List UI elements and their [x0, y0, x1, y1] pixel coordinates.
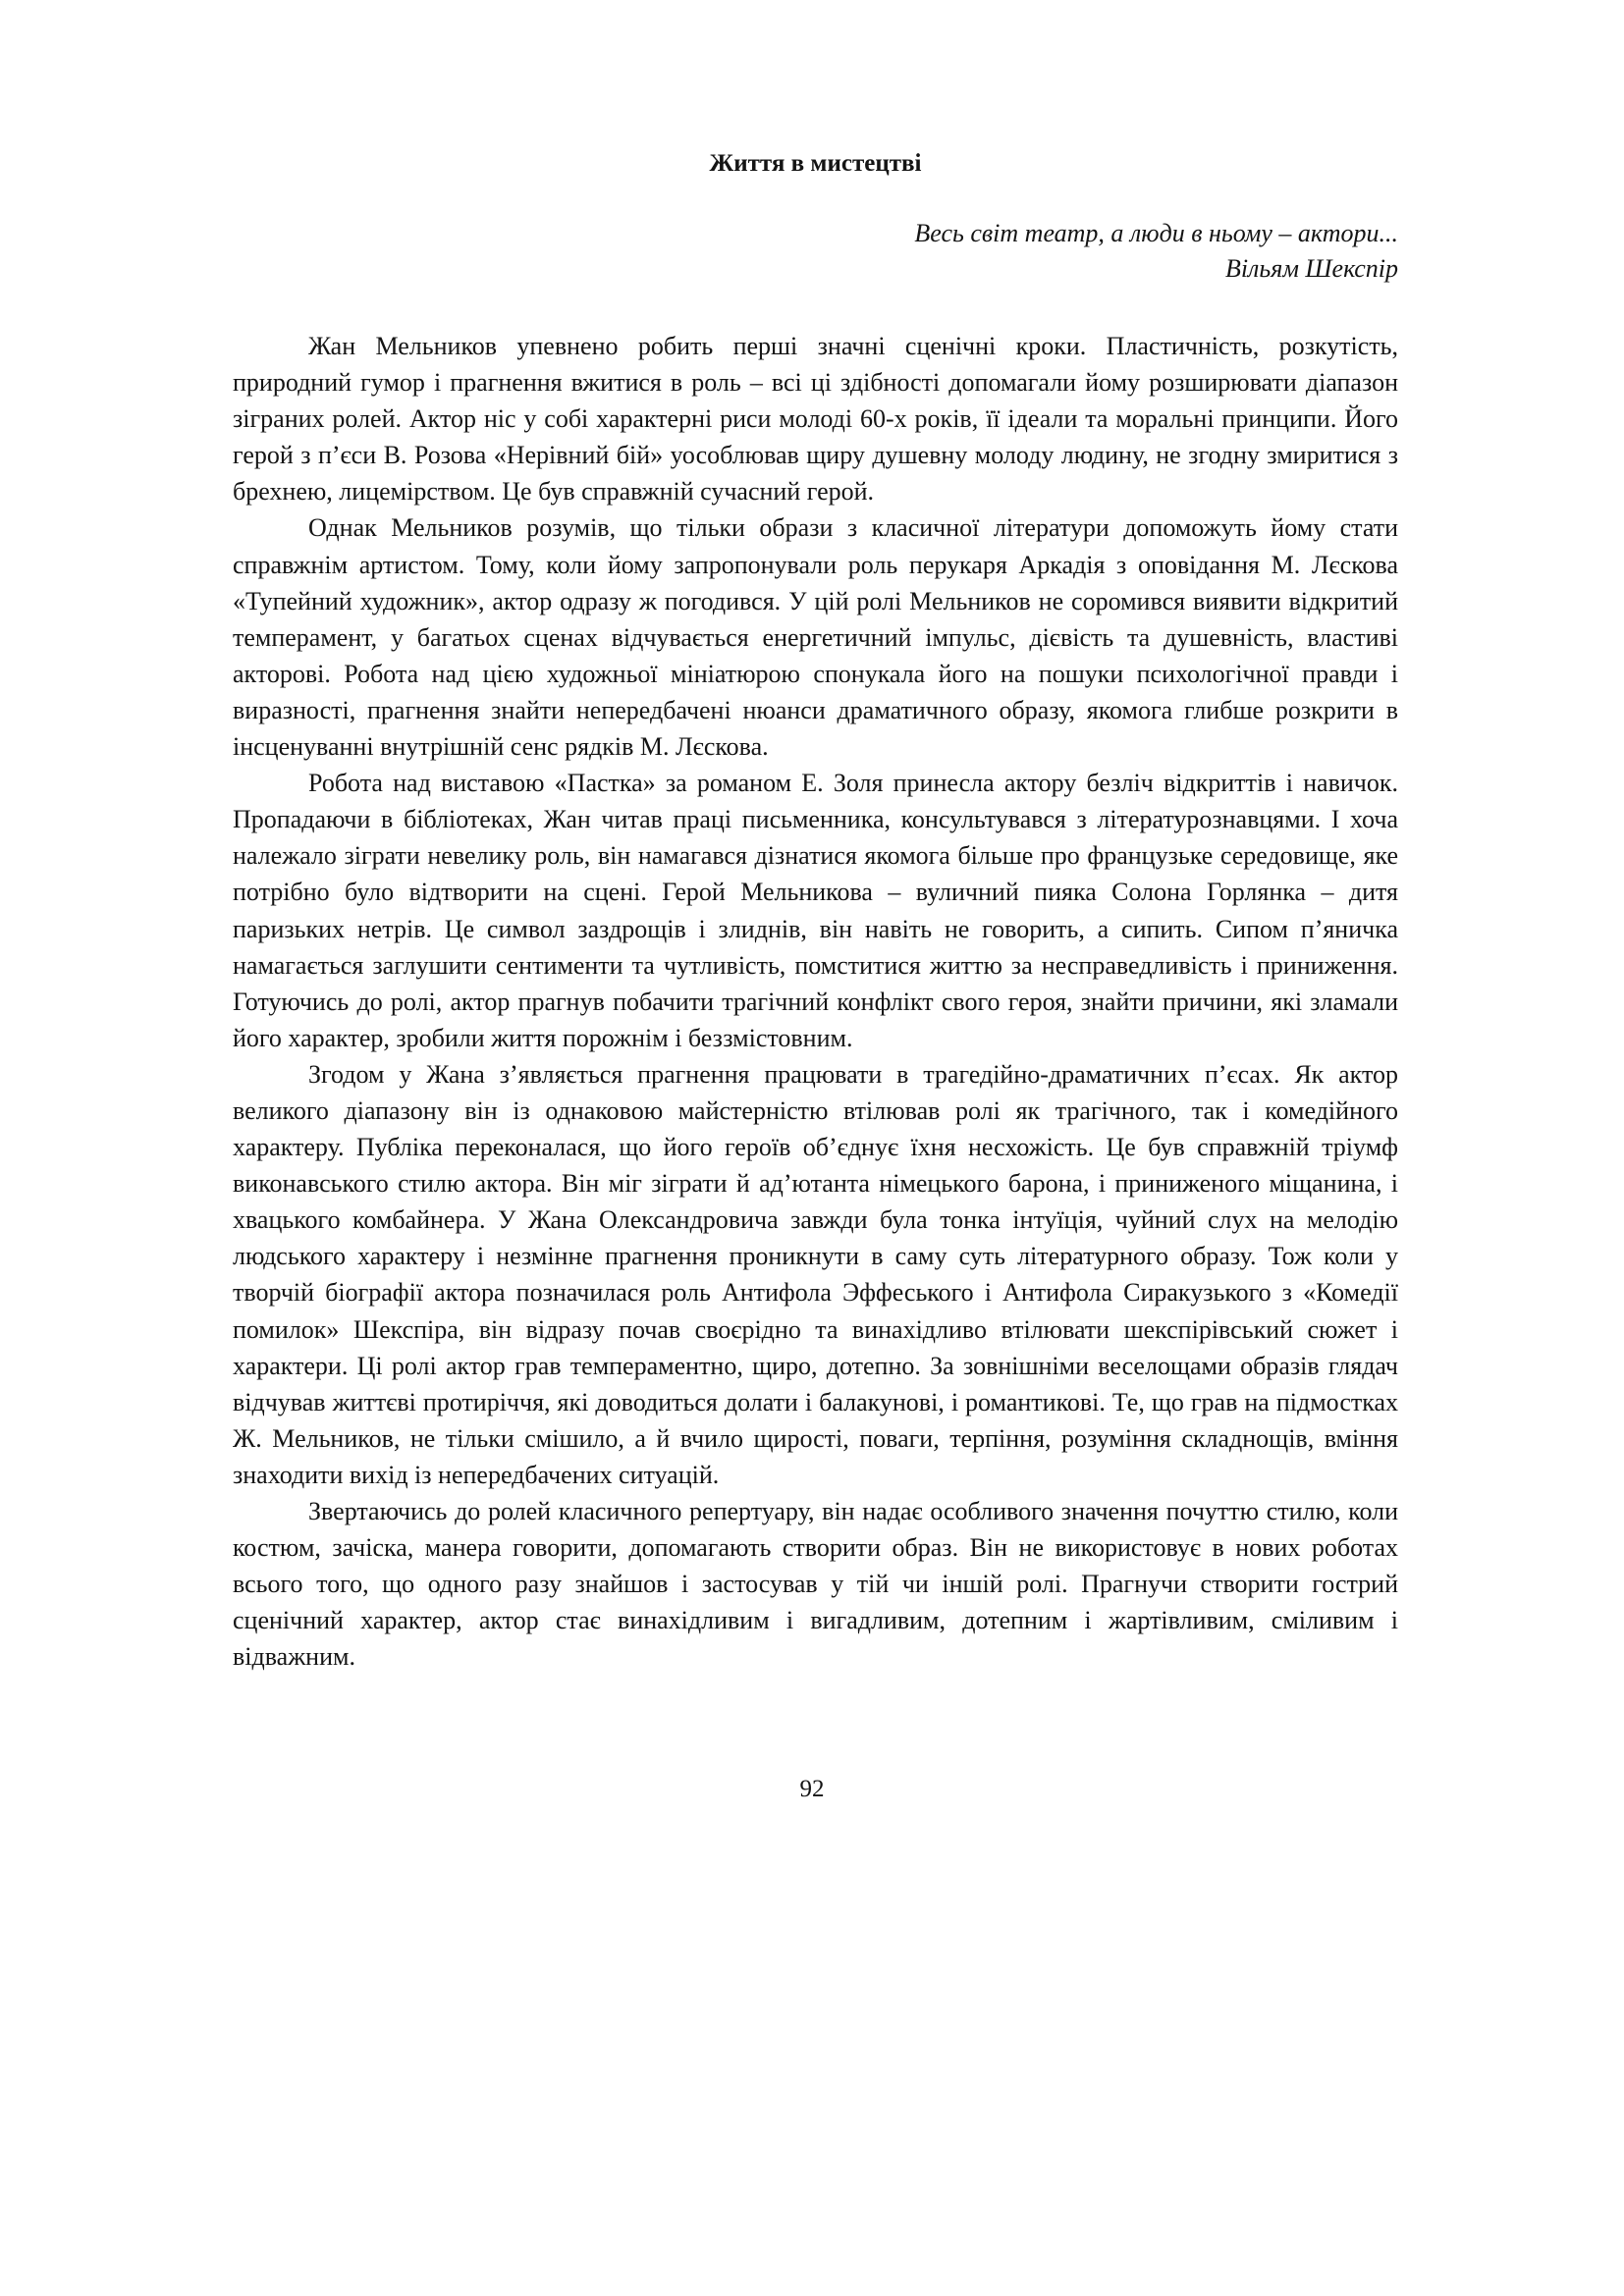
epigraph	[233, 216, 1398, 287]
epigraph-quote: Весь світ театр, а люди в ньому – актори...	[914, 219, 1398, 247]
document-page	[233, 147, 1398, 1675]
paragraph: Робота над виставою «Пастка» за романом Е. Золя принесла актору безліч відкриттів і навичок. Пропадаючи в бібліотеках, Жан читав праці письменника, консультувався з літературознавцями. І хоча належало зіграти невелику роль, він намагався дізнатися якомога більше про французьке середовище, яке потрібно було відтворити на сцені. Герой Мельникова – вуличний пияка Солона Горлянка – дитя паризьких нетрів. Це символ заздрощів і злиднів, він навіть не говорить, а сипить. Сипом п’яничка намагається заглушити сентименти та чутливість, помститися життю за несправедливість і приниження. Готуючись до ролі, актор прагнув побачити трагічний конфлікт свого героя, знайти причини, які зламали його характер, зробили життя порожнім і беззмістовним.	[233, 769, 1398, 1052]
epigraph-author: Вільям Шекспір	[1224, 254, 1398, 283]
paragraph: Згодом у Жана з’являється прагнення працювати в трагедійно-драматичних п’єсах. Як актор великого діапазону він із однаковою майстерністю втілював ролі як трагічного, так і комедійного характеру. Публіка переконалася, що його героїв об’єднує їхня несхожість. Це був справжній тріумф виконавського стилю актора. Він міг зіграти й ад’ютанта німецького барона, і приниженого міщанина, і хвацького комбайнера. У Жана Олександровича завжди була тонка інтуїція, чуйний слух на мелодію людського характеру і незмінне прагнення проникнути в саму суть літературного образу. Тож коли у творчій біографії актора позначилася роль Антифола Эффеського і Антифола Сиракузького з «Комедії помилок» Шекспіра, він відразу почав своєрідно та винахідливо втілювати шекспірівський сюжет і характери. Ці ролі актор грав темпераментно, щиро, дотепно. За зовнішніми веселощами образів глядач відчував життєві протиріччя, які доводиться долати і балакунові, і романтикові. Те, що грав на підмостках Ж. Мельников, не тільки смішило, а й вчило щирості, поваги, терпіння, розуміння складнощів, вміння знаходити вихід із непередбачених ситуацій.	[233, 1059, 1398, 1489]
paragraph: Однак Мельников розумів, що тільки образи з класичної літератури допоможуть йому стати справжнім артистом. Тому, коли йому запропонували роль перукаря Аркадія з оповідання М. Лєскова «Тупейний художник», актор одразу ж погодився. У цій ролі Мельников не соромився виявити відкритий темперамент, у багатьох сценах відчувається енергетичний імпульс, дієвість та душевність, властиві акторові. Робота над цією художньої мініатюрою спонукала його на пошуки психологічної правди і виразності, прагнення знайти непередбачені нюанси драматичного образу, якомога глибше розкрити в інсценуванні внутрішній сенс рядків М. Лєскова.	[233, 513, 1398, 762]
paragraph: Звертаючись до ролей класичного репертуару, він надає особливого значення почуттю стилю, коли костюм, зачіска, манера говорити, допомагають створити образ. Він не використовує в нових роботах всього того, що одного разу знайшов і застосував у тій чи іншій ролі. Прагнучи створити гострий сценічний характер, актор стає винахідливим і вигадливим, дотепним і жартівливим, сміливим і відважним.	[233, 1497, 1398, 1672]
page-title: Життя в мистецтві	[709, 150, 922, 177]
paragraph: Жан Мельников упевнено робить перші значні сценічні кроки. Пластичність, розкутість, природний гумор і прагнення вжитися в роль – всі ці здібності допомагали йому розширювати діапазон зіграних ролей. Актор ніс у собі характерні риси молоді 60-х років, її ідеали та моральні принципи. Його герой з п’єси В. Розова «Нерівний бій» уособлював щиру душевну молоду людину, не згодну змиритися з брехнею, лицемірством. Це був справжній сучасний герой.	[233, 332, 1398, 507]
body-text	[233, 328, 1398, 1675]
page-number: 92	[799, 1776, 825, 1802]
